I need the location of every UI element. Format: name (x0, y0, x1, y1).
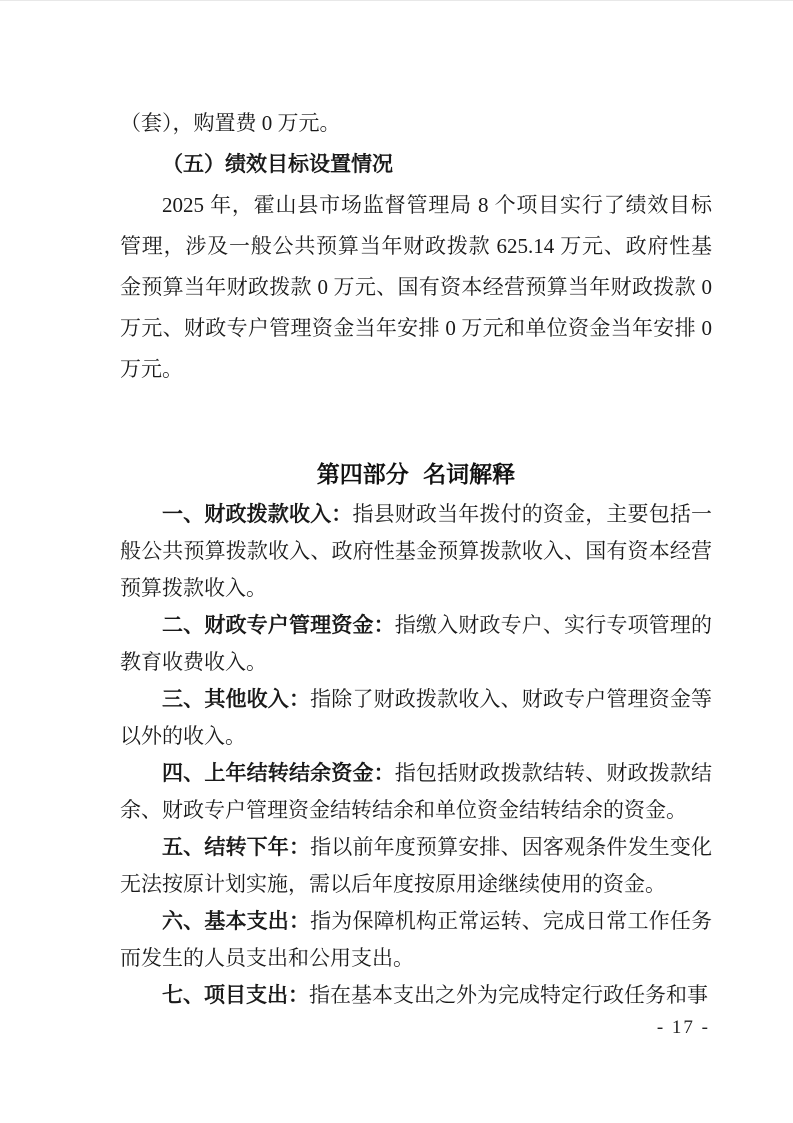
section-title: 第四部分 名词解释 (316, 461, 516, 487)
definitions-list (120, 496, 712, 1014)
definition-term: 二、财政专户管理资金： (162, 614, 395, 637)
continuation-paragraph: （套），购置费 0 万元。 (120, 111, 341, 135)
definition-item (120, 829, 712, 903)
definition-item (120, 496, 712, 607)
definition-term: 一、财政拨款收入： (162, 503, 353, 526)
definition-text: 指缴入财政专户、实行专项管理的教育收费收入。 (120, 613, 713, 674)
definition-text: 指在基本支出之外为完成特定行政任务和事 (309, 983, 708, 1007)
performance-paragraph: 2025 年，霍山县市场监督管理局 8 个项目实行了绩效目标管理，涉及一般公共预算当年财政拨款 625.14 万元、政府性基金预算当年财政拨款 0 万元、国有资本经营预算当年财政拨款 0 万元、财政专户管理资金当年安排 0 万元和单位资金当年安排 0 万元。 (120, 193, 712, 381)
page-number: - 17 - (656, 1017, 710, 1038)
definition-text: 指县财政当年拨付的资金，主要包括一般公共预算拨款收入、政府性基金预算拨款收入、国有资本经营预算拨款收入。 (120, 502, 713, 600)
definition-term: 四、上年结转结余资金： (162, 762, 395, 785)
definition-text: 指除了财政拨款收入、财政专户管理资金等以外的收入。 (120, 687, 713, 748)
definition-term: 七、项目支出： (162, 984, 309, 1007)
definition-text: 指以前年度预算安排、因客观条件发生变化无法按原计划实施，需以后年度按原用途继续使用的资金。 (120, 835, 713, 896)
definition-item (120, 681, 712, 755)
definition-term: 六、基本支出： (162, 910, 311, 933)
definition-text: 指为保障机构正常运转、完成日常工作任务而发生的人员支出和公用支出。 (120, 909, 713, 970)
page-content (120, 103, 712, 1014)
definition-item (120, 903, 712, 977)
definition-item (120, 755, 712, 829)
definition-item (120, 607, 712, 681)
definition-item (120, 977, 712, 1014)
definition-term: 五、结转下年： (162, 836, 311, 859)
performance-subheading: （五）绩效目标设置情况 (162, 152, 393, 176)
definition-term: 三、其他收入： (162, 688, 311, 711)
definition-text: 指包括财政拨款结转、财政拨款结余、财政专户管理资金结转结余和单位资金结转结余的资金。 (120, 761, 713, 822)
